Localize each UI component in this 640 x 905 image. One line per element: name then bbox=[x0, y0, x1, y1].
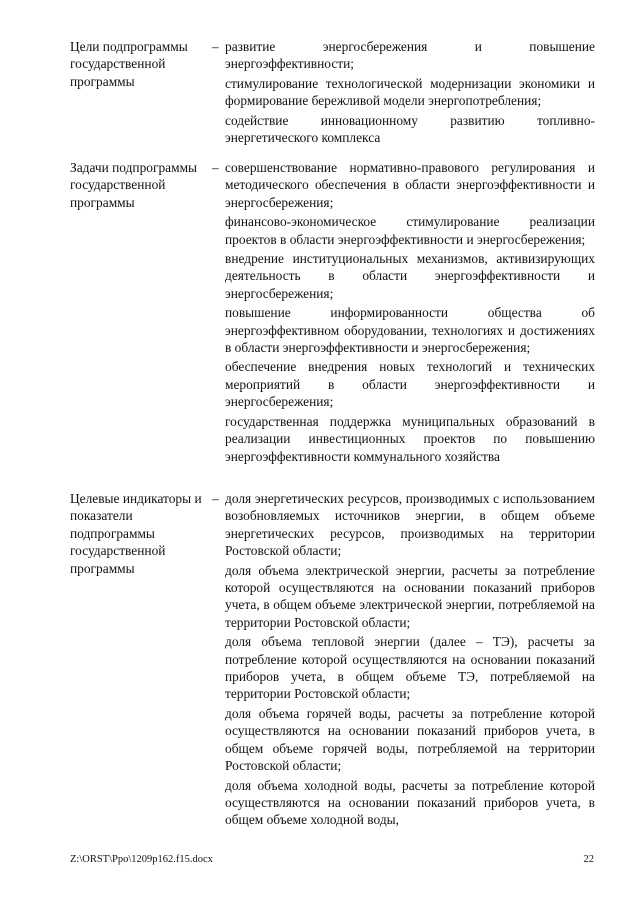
list-item: обеспечение внедрения новых технологий и технических мероприятий в области энергоэффективности и энергосбережения; bbox=[225, 359, 595, 410]
section-dash: – bbox=[212, 39, 219, 54]
list-item: доля объема электрической энергии, расчеты за потребление которой осуществляются на основании показаний приборов учета, в общем объеме электрической энергии, потребляемой на территории Ростовской области; bbox=[225, 562, 595, 630]
list-item: финансово-экономическое стимулирование реализации проектов в области энергоэффективности и энергосбережения; bbox=[225, 214, 595, 247]
section-items bbox=[225, 490, 595, 831]
section-tasks bbox=[70, 159, 600, 487]
page-number: 22 bbox=[583, 854, 594, 865]
section-indicators bbox=[70, 490, 600, 845]
list-item: доля объема горячей воды, расчеты за потребление которой осуществляются на основании показаний приборов учета, в общем объеме горячей воды, потребляемой на территории Ростовской области; bbox=[225, 705, 595, 774]
section-dash: – bbox=[212, 160, 219, 175]
section-label: Задачи подпрограммы государственной программы bbox=[70, 160, 198, 210]
list-item: повышение информированности общества об энергоэффективном оборудовании, технологиях и достижениях в области энергоэффективности и энергосбережения; bbox=[225, 305, 595, 356]
section-dash: – bbox=[212, 491, 219, 506]
list-item: внедрение институциональных механизмов, активизирующих деятельность в области энергоэффективности и энергосбережения; bbox=[225, 251, 595, 301]
list-item: государственная поддержка муниципальных образований в реализации инвестиционных проектов по повышению энергоэффективности коммунального хозяйства bbox=[225, 413, 595, 464]
list-item: стимулирование технологической модернизации экономики и формирование бережливой модели энергопотребления; bbox=[225, 75, 595, 109]
section-label: Целевые индикаторы и показатели подпрограммы государственной программы bbox=[70, 491, 202, 576]
list-item: доля объема тепловой энергии (далее – ТЭ), расчеты за потребление которой осуществляются на основании показаний приборов учета, в общем объеме ТЭ, потребляемой на территории Ростовской области; bbox=[225, 634, 595, 702]
list-item: доля объема холодной воды, расчеты за потребление которой осуществляются на основании показаний приборов учета, в общем объеме холодной воды, bbox=[225, 777, 595, 828]
section-items bbox=[225, 38, 595, 148]
section-items bbox=[225, 159, 595, 467]
list-item: совершенствование нормативно-правового регулирования и методического обеспечения в области энергоэффективности и энергосбережения; bbox=[225, 160, 595, 210]
footer-file-path: Z:\ORST\Ppo\1209p162.f15.docx bbox=[70, 854, 213, 865]
list-item: содействие инновационному развитию топливно-энергетического комплекса bbox=[225, 112, 595, 146]
section-goals bbox=[70, 38, 600, 158]
list-item: доля энергетических ресурсов, производимых с использованием возобновляемых источников энергии, в общем объеме энергетических ресурсов, производимых на территории Ростовской области; bbox=[225, 491, 595, 559]
section-label: Цели подпрограммы государственной программы bbox=[70, 39, 188, 89]
list-item: развитие энергосбережения и повышение энергоэффективности; bbox=[225, 39, 595, 72]
